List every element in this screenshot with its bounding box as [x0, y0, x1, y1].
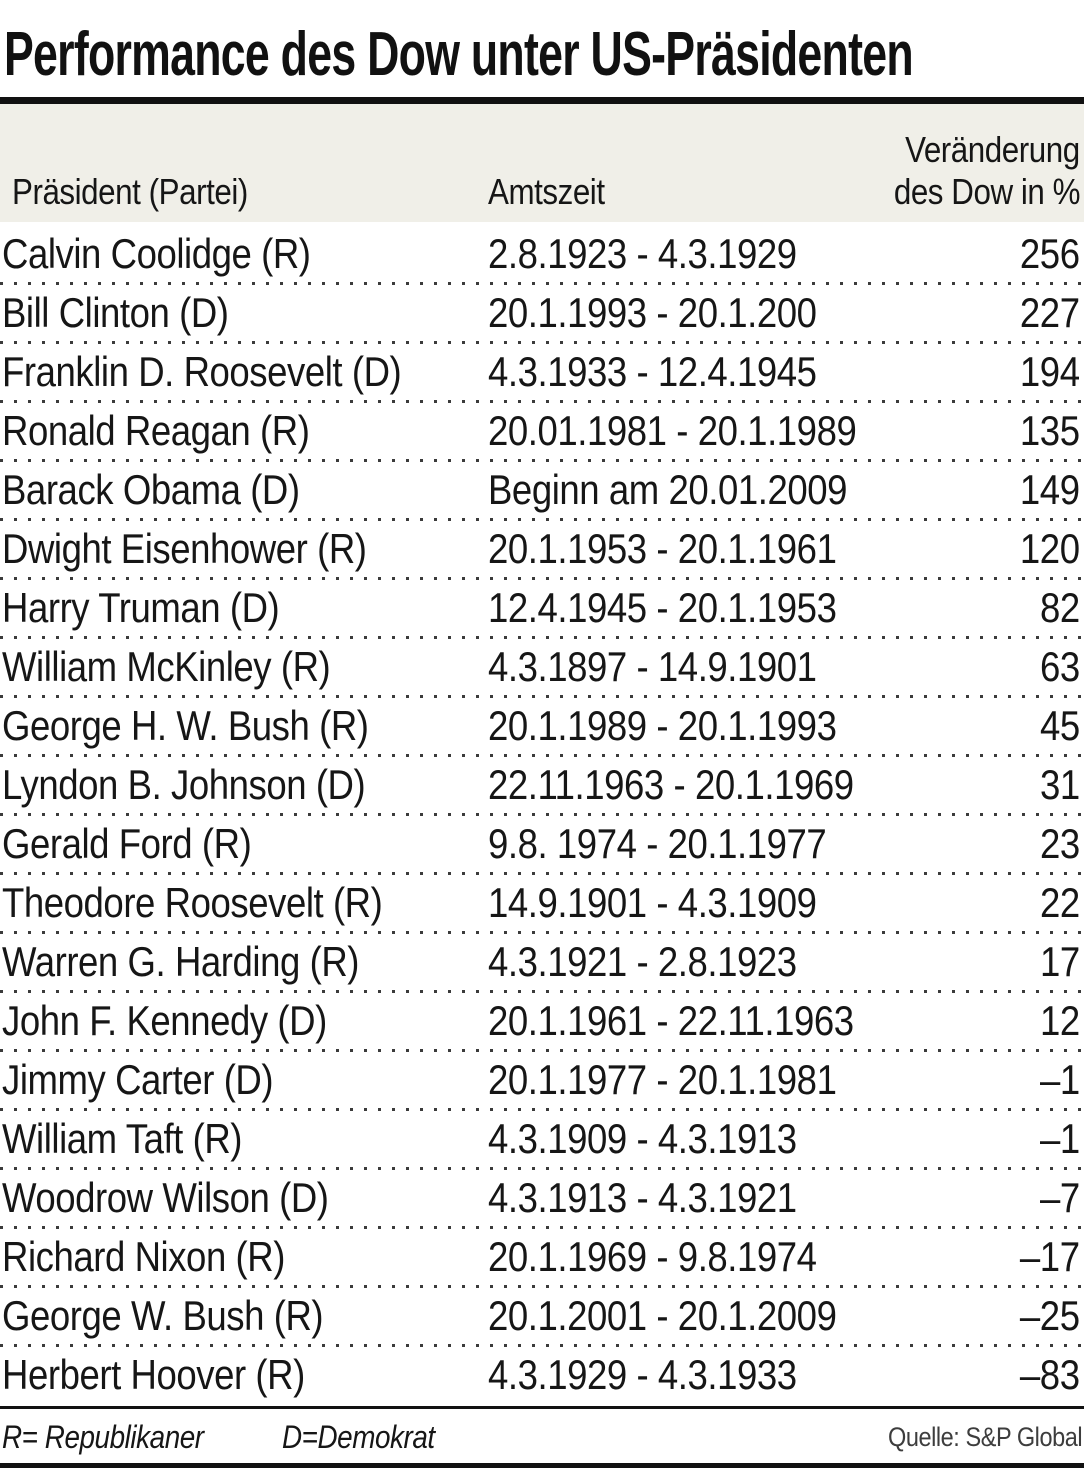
president-cell: Bill Clinton (D): [2, 289, 229, 336]
term-cell: 4.3.1909 - 4.3.1913: [488, 1115, 797, 1162]
page-title: Performance des Dow unter US-Präsidenten: [4, 20, 913, 89]
header-change-line1: Veränderung: [905, 129, 1080, 170]
header-president-label: Präsident (Partei): [12, 171, 248, 212]
change-cell: 23: [1040, 820, 1080, 867]
change-cell: –25: [1020, 1292, 1080, 1339]
change-cell: 227: [1020, 289, 1080, 336]
change-cell: 135: [1020, 407, 1080, 454]
table-row: [0, 698, 1084, 754]
change-cell: 256: [1020, 230, 1080, 277]
president-cell: Franklin D. Roosevelt (D): [2, 348, 402, 395]
legend-republican: R= Republikaner: [2, 1418, 204, 1455]
table-row: [0, 521, 1084, 577]
president-cell: Dwight Eisenhower (R): [2, 525, 367, 572]
change-cell: –17: [1020, 1233, 1080, 1280]
term-cell: 4.3.1913 - 4.3.1921: [488, 1174, 797, 1221]
table-row: [0, 757, 1084, 813]
table-row: [0, 403, 1084, 459]
change-cell: 12: [1040, 997, 1080, 1044]
title-rule: [0, 97, 1084, 104]
change-cell: 45: [1040, 702, 1080, 749]
change-cell: 82: [1040, 584, 1080, 631]
change-cell: –83: [1020, 1351, 1080, 1398]
table-row: [0, 1229, 1084, 1285]
change-cell: 149: [1020, 466, 1080, 513]
term-cell: 12.4.1945 - 20.1.1953: [488, 584, 837, 631]
table-row: [0, 816, 1084, 872]
change-cell: –1: [1040, 1115, 1080, 1162]
header-change: [866, 129, 1084, 213]
footer: [0, 1409, 1084, 1463]
president-cell: George H. W. Bush (R): [2, 702, 369, 749]
header-term: [488, 171, 866, 213]
table-row: [0, 1052, 1084, 1108]
term-cell: 4.3.1921 - 2.8.1923: [488, 938, 797, 985]
term-cell: 4.3.1929 - 4.3.1933: [488, 1351, 797, 1398]
header-president: [0, 171, 488, 213]
header-change-line2: des Dow in %: [893, 171, 1080, 212]
change-cell: 120: [1020, 525, 1080, 572]
table-row: [0, 934, 1084, 990]
change-cell: 31: [1040, 761, 1080, 808]
term-cell: 4.3.1933 - 12.4.1945: [488, 348, 817, 395]
term-cell: 20.1.1993 - 20.1.200: [488, 289, 817, 336]
change-cell: 22: [1040, 879, 1080, 926]
term-cell: 9.8. 1974 - 20.1.1977: [488, 820, 827, 867]
table-header: [0, 104, 1084, 222]
president-cell: Woodrow Wilson (D): [2, 1174, 329, 1221]
president-cell: Jimmy Carter (D): [2, 1056, 274, 1103]
president-cell: Calvin Coolidge (R): [2, 230, 311, 277]
president-cell: Ronald Reagan (R): [2, 407, 310, 454]
table-row: [0, 639, 1084, 695]
source-credit: Quelle: S&P Global: [887, 1421, 1082, 1452]
table-row: [0, 1347, 1084, 1403]
term-cell: 20.1.1961 - 22.11.1963: [488, 997, 854, 1044]
table-row: [0, 875, 1084, 931]
president-cell: Richard Nixon (R): [2, 1233, 285, 1280]
table-row: [0, 462, 1084, 518]
change-cell: –7: [1040, 1174, 1080, 1221]
table-row: [0, 1111, 1084, 1167]
president-cell: Theodore Roosevelt (R): [2, 879, 383, 926]
term-cell: Beginn am 20.01.2009: [488, 466, 848, 513]
president-cell: William Taft (R): [2, 1115, 243, 1162]
term-cell: 2.8.1923 - 4.3.1929: [488, 230, 797, 277]
term-cell: 20.1.1989 - 20.1.1993: [488, 702, 837, 749]
legend-democrat: D=Demokrat: [281, 1418, 435, 1455]
term-cell: 22.11.1963 - 20.1.1969: [488, 761, 854, 808]
table-row: [0, 226, 1084, 282]
table-row: [0, 344, 1084, 400]
term-cell: 20.1.1953 - 20.1.1961: [488, 525, 837, 572]
table-row: [0, 285, 1084, 341]
term-cell: 20.1.1969 - 9.8.1974: [488, 1233, 817, 1280]
term-cell: 20.1.2001 - 20.1.2009: [488, 1292, 837, 1339]
table-row: [0, 993, 1084, 1049]
table-row: [0, 1288, 1084, 1344]
term-cell: 14.9.1901 - 4.3.1909: [488, 879, 817, 926]
president-cell: Lyndon B. Johnson (D): [2, 761, 366, 808]
table-row: [0, 1170, 1084, 1226]
term-cell: 20.1.1977 - 20.1.1981: [488, 1056, 837, 1103]
president-cell: Gerald Ford (R): [2, 820, 252, 867]
footer-bottom-rule: [0, 1463, 1084, 1468]
president-cell: George W. Bush (R): [2, 1292, 324, 1339]
president-cell: Harry Truman (D): [2, 584, 280, 631]
table-body: [0, 222, 1084, 1403]
president-cell: William McKinley (R): [2, 643, 331, 690]
party-legend: [2, 1419, 457, 1456]
page-title-wrap: [0, 0, 1084, 97]
change-cell: 17: [1040, 938, 1080, 985]
header-term-label: Amtszeit: [488, 171, 605, 212]
term-cell: 4.3.1897 - 14.9.1901: [488, 643, 817, 690]
president-cell: Herbert Hoover (R): [2, 1351, 305, 1398]
change-cell: 63: [1040, 643, 1080, 690]
change-cell: –1: [1040, 1056, 1080, 1103]
term-cell: 20.01.1981 - 20.1.1989: [488, 407, 857, 454]
president-cell: Warren G. Harding (R): [2, 938, 360, 985]
president-cell: John F. Kennedy (D): [2, 997, 327, 1044]
table-row: [0, 580, 1084, 636]
change-cell: 194: [1020, 348, 1080, 395]
president-cell: Barack Obama (D): [2, 466, 300, 513]
